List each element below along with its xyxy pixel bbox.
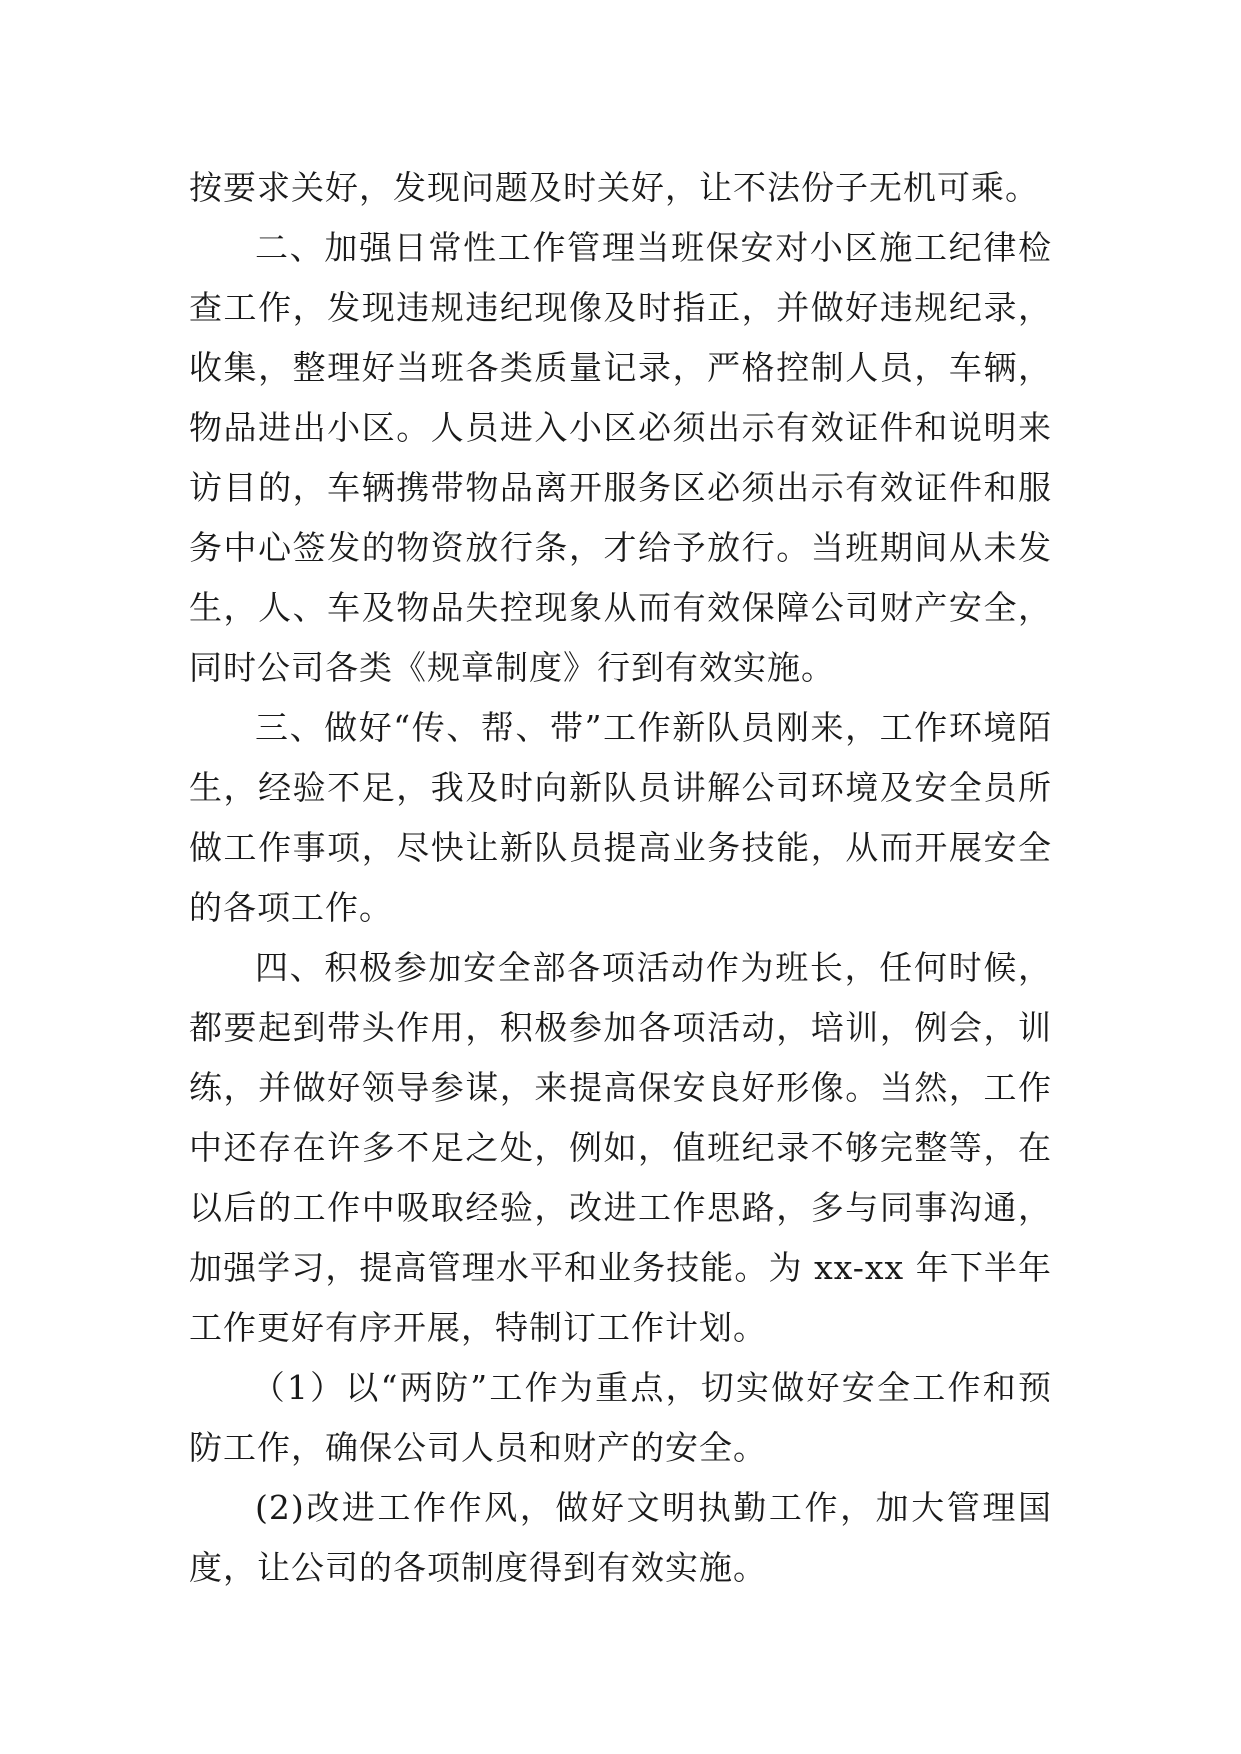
paragraph-section-2: 二、加强日常性工作管理当班保安对小区施工纪律检查工作，发现违规违纪现像及时指正，并做好违规纪录，收集，整理好当班各类质量记录，严格控制人员，车辆，物品进出小区。人员进入小区必须出示有效证件和说明来访目的，车辆携带物品离开服务区必须出示有效证件和服务中心签发的物资放行条，才给予放行。当班期间从未发生，人、车及物品失控现象从而有效保障公司财产安全，同时公司各类《规章制度》行到有效实施。 — [189, 228, 1052, 687]
paragraph-continuation: 按要求关好，发现问题及时关好，让不法份子无机可乘。 — [189, 168, 1039, 207]
document-body — [189, 158, 1052, 1598]
paragraph-plan-item-2: (2)改进工作作风，做好文明执勤工作，加大管理国度，让公司的各项制度得到有效实施。 — [189, 1488, 1052, 1587]
paragraph-section-4: 四、积极参加安全部各项活动作为班长，任何时候，都要起到带头作用，积极参加各项活动，培训，例会，训练，并做好领导参谋，来提高保安良好形像。当然，工作中还存在许多不足之处，例如，值班纪录不够完整等，在以后的工作中吸取经验，改进工作思路，多与同事沟通，加强学习，提高管理水平和业务技能。为 xx-xx 年下半年工作更好有序开展，特制订工作计划。 — [189, 948, 1052, 1347]
paragraph-section-3: 三、做好“传、帮、带”工作新队员刚来，工作环境陌生，经验不足，我及时向新队员讲解公司环境及安全员所做工作事项，尽快让新队员提高业务技能，从而开展安全的各项工作。 — [189, 708, 1052, 927]
paragraph-plan-item-1: （1）以“两防”工作为重点，切实做好安全工作和预防工作，确保公司人员和财产的安全。 — [189, 1368, 1052, 1467]
